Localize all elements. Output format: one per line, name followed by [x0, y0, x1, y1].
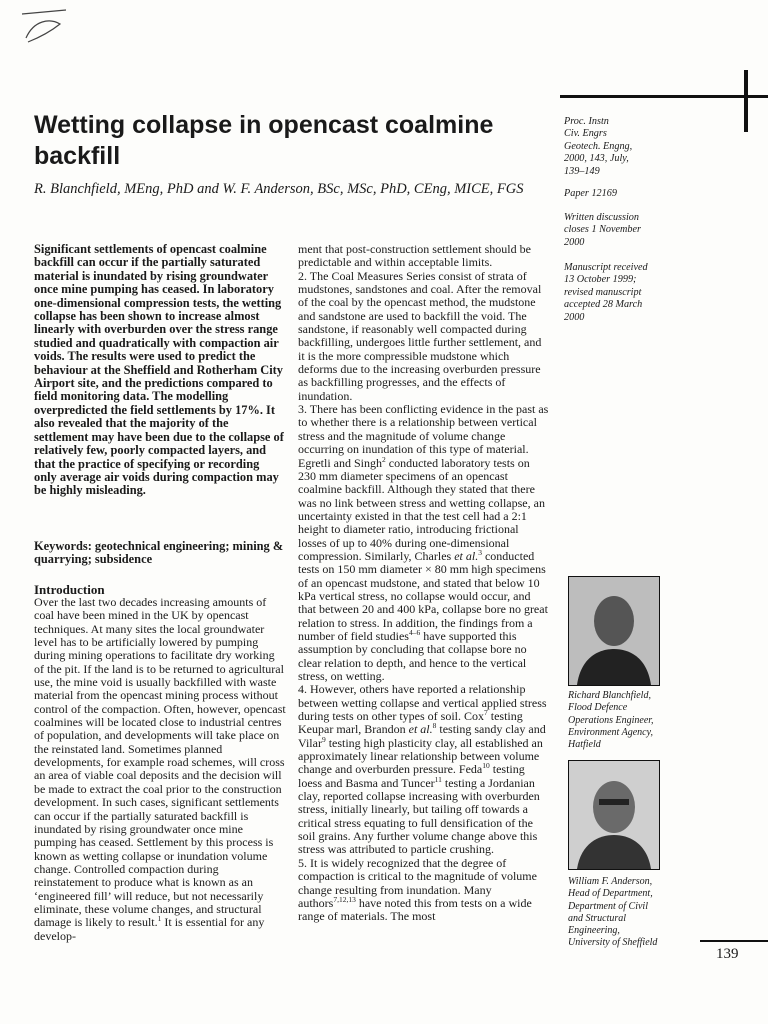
citation-block [564, 116, 674, 178]
paper-number: Paper 12169 [564, 188, 617, 199]
top-right-vertical-rule [744, 70, 748, 132]
discussion-line: 2000 [564, 236, 585, 248]
reference-marker: 1 [157, 914, 162, 924]
paragraph-4 [298, 683, 550, 856]
paragraph-text: testing sandy clay and Vilar [298, 722, 546, 750]
reference-marker: 7 [484, 708, 488, 718]
paragraph-text: testing Keupar marl, Brandon [298, 709, 523, 737]
discussion-line: Written discussion [564, 212, 639, 223]
caption-line: Department of Civil [568, 900, 648, 912]
author-conjunction: and [197, 181, 219, 197]
paragraph-1-cont: ment that post-construction settlement should be predictable and within acceptable limits. [298, 242, 531, 270]
reference-marker: 4–6 [408, 627, 421, 637]
caption-line: and Structural [568, 912, 627, 924]
citation-line: 2000, 143, July, [564, 153, 629, 165]
et-al: et al. [408, 722, 433, 737]
paragraph-text: 4. However, others have reported a relationship between wetting collapse and vertical applied stress during tests on other types of soil. Cox [298, 682, 547, 724]
paragraph-text: testing high plasticity clay, all established an approximately linear relationship between volume change and overburden pressure. Feda [298, 735, 543, 777]
reference-marker: 9 [321, 734, 326, 744]
author-line [34, 180, 554, 199]
manuscript-line: revised manuscript [564, 286, 642, 298]
caption-blanchfield [568, 690, 688, 751]
paragraph-3 [298, 403, 550, 683]
manuscript-line: accepted 28 March [564, 299, 643, 311]
body-column-right [298, 243, 550, 924]
keywords: Keywords: geotechnical engineering; mining & quarrying; subsidence [34, 539, 284, 567]
paragraph-2: 2. The Coal Measures Series consist of strata of mudstones, sandstones and coal. After the removal of the coal by the opencast method, the mudstone and sandstone are used to backfill the void. The sandstone, if reasonably well compacted during backfilling, undergoes little further settlement, and it is the more compressible mudstone which deforms due to the increasing overburden pressure as backfilling progresses, and the effects of inundation. [298, 268, 542, 403]
paragraph-text: Over the last two decades increasing amounts of coal have been mined in the UK by opencast techniques. At many sites the local groundwater level has to be artificially lowered by pumping during mining operations to facilitate dry working of the pit. If the land is to be returned to agricultural use, the mine void is usually backfilled with waste material from the opencast mining process without control of the compaction. Often, however, opencast coalmines will be located close to industrial centres of population, and developments will take place on the reinstated land. Sometimes planned developments, for example road schemes, will cross an area of viable coal deposits and the decision will be made to extract the coal prior to the construction development. In such cases, significant settlements can occur if the partially saturated backfill is inundated by rising groundwater once mine pumping has ceased. Settlement by this process is known as wetting collapse or inundation volume change. Controlled compaction during reinstatement to produce what is known as an ‘engineered fill’ will reduce, but not necessarily eliminate, these volume changes, and structural damage is likely to result. [34, 595, 286, 930]
manuscript-line: 2000 [564, 311, 585, 323]
paragraph-text: have noted this from tests on a wide range of materials. The most [298, 895, 532, 924]
discussion-note [564, 212, 674, 249]
et-al: et al. [454, 548, 479, 563]
caption-line: Richard Blanchfield, [568, 690, 651, 701]
manuscript-line: 13 October 1999; [564, 274, 637, 286]
paragraph-5 [298, 857, 550, 924]
caption-line: Environment Agency, [568, 726, 653, 738]
body-column-left [34, 596, 286, 943]
author-2-degrees: BSc, MSc, PhD, CEng, MICE, FGS [317, 181, 524, 197]
author-photo-anderson [568, 760, 660, 870]
reference-marker: 11 [434, 774, 442, 784]
caption-line: William F. Anderson, [568, 876, 653, 887]
manuscript-dates [564, 262, 674, 324]
reference-marker: 7,12,13 [333, 894, 356, 904]
page-number: 139 [716, 946, 739, 962]
caption-line: Hatfield [568, 739, 601, 751]
paragraph-text: have supported this assumption by concluding that collapse bore no clear relation to depth, and hence to the vertical stress, on wetting. [298, 628, 527, 683]
top-right-horizontal-rule [560, 95, 768, 98]
caption-line: Operations Engineer, [568, 714, 654, 726]
bottom-right-horizontal-rule [700, 940, 768, 942]
author-1-name: R. Blanchfield, [34, 181, 121, 197]
discussion-line: closes 1 November [564, 224, 641, 236]
abstract: Significant settlements of opencast coalmine backfill can occur if the partially saturated material is inundated by rising groundwater once mine pumping has ceased. In laboratory one-dimensional compression tests, the wetting collapse has been shown to increase almost linearly with overburden over the stress range studied and quadratically with compaction air voids. The results were used to predict the behaviour at the Sheffield and Rotherham City Airport site, and the predictions compared to field monitoring data. The modelling overpredicted the field settlements by 17%. It also revealed that the majority of the settlement may have been due to the collapse of relatively few, poorly compacted layers, and that the practice of specifying or recording only average air voids during compaction may be highly misleading. [34, 242, 284, 498]
author-photo-blanchfield [568, 576, 660, 686]
citation-line: Civ. Engrs [564, 128, 607, 140]
paragraph-text: conducted tests on 150 mm diameter × 80 mm high specimens of an opencast mudstone, and stated that below 10 kPa vertical stress, no collapse would occur, and that between 20 and 400 kPa, collapse bore no great relation to stress. In addition, the findings from a number of field studies [298, 548, 548, 643]
article-title: Wetting collapse in opencast coalmine backfill [34, 111, 494, 170]
reference-marker: 2 [382, 454, 386, 464]
paragraph-text: conducted laboratory tests on 230 mm diameter specimens of an opencast coalmine backfill. Although they stated that there was no link between stress and wetting collapse, an uncertainty existed in that the test cell had a 2:1 height to diameter ratio, introducing frictional losses of up to 40% during one-dimensional compression. Similarly, Charles [298, 455, 545, 563]
caption-anderson [568, 876, 688, 950]
reference-marker: 10 [482, 761, 490, 771]
paragraph-text: testing a Jordanian clay, reported collapse increasing with overburden stress, initially linearly, but tailing off towards a critical stress equating to full densification of the soil grains. Any further volume change above this stress was attributed to particle crushing. [298, 775, 540, 857]
paragraph-1 [34, 596, 286, 943]
caption-line: Flood Defence [568, 702, 628, 714]
portrait-icon [569, 761, 659, 869]
citation-line: Proc. Instn [564, 116, 609, 127]
portrait-icon [569, 577, 659, 685]
author-1-degrees: MEng, PhD [124, 181, 194, 197]
citation-line: Geotech. Engng, [564, 140, 633, 152]
paragraph-text: 5. It is widely recognized that the degree of compaction is critical to the magnitude of volume change resulting from inundation. Many authors [298, 855, 537, 910]
citation-line: 139–149 [564, 165, 600, 177]
paragraph-text: It is essential for any develop- [34, 915, 265, 943]
manuscript-line: Manuscript received [564, 262, 648, 273]
reference-marker: 3 [478, 547, 482, 557]
author-2-name: W. F. Anderson, [222, 181, 314, 197]
section-heading-introduction: Introduction [34, 582, 105, 597]
corner-scribble-icon [20, 8, 70, 46]
reference-marker: 8 [432, 721, 437, 731]
caption-line: University of Sheffield [568, 937, 658, 949]
caption-line: Engineering, [568, 925, 620, 937]
paragraph-text: testing loess and Basma and Tuncer [298, 762, 525, 790]
caption-line: Head of Department, [568, 888, 653, 900]
paragraph-text: 3. There has been conflicting evidence in the past as to whether there is a relationship between vertical stress and the magnitude of volume change occurring on inundation of this type of material. Egretli and Singh [298, 402, 549, 470]
